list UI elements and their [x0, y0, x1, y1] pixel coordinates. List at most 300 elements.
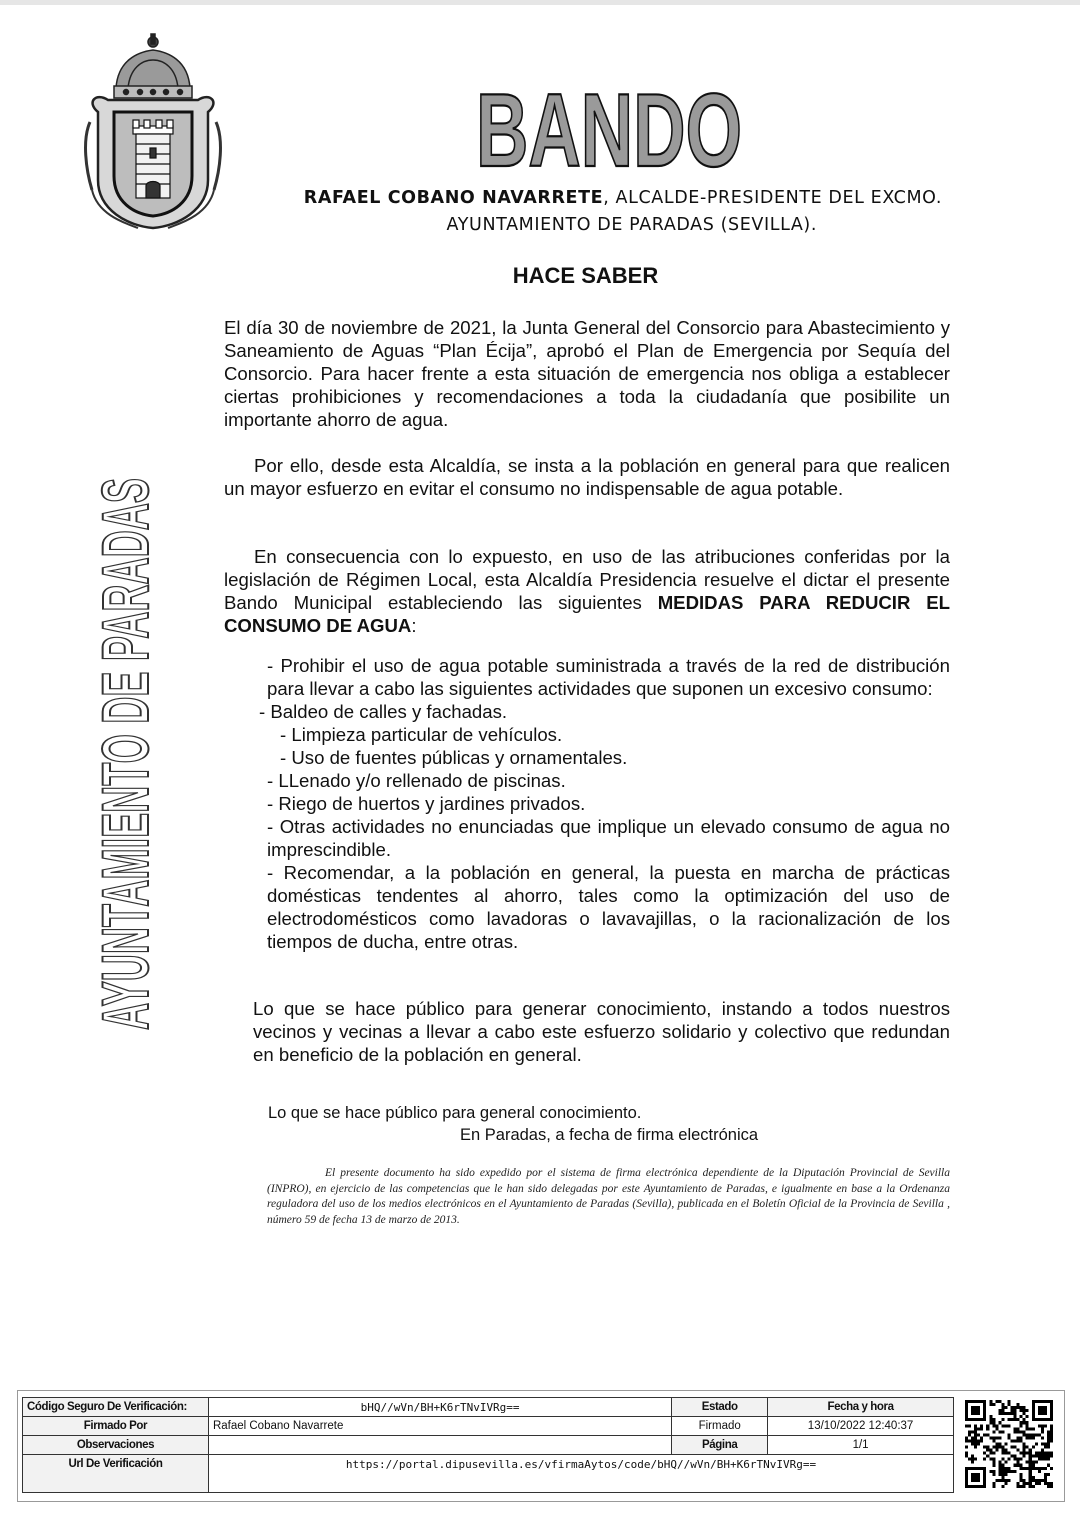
qr-module: [1038, 1467, 1041, 1470]
qr-module: [1044, 1479, 1047, 1482]
qr-module: [1032, 1433, 1035, 1436]
qr-module: [1050, 1430, 1053, 1433]
qr-module: [1026, 1446, 1029, 1449]
qr-module: [1020, 1479, 1023, 1482]
qr-module: [995, 1442, 998, 1445]
qr-module: [1020, 1467, 1023, 1470]
paragraph-appeal: Por ello, desde esta Alcaldía, se insta a la población en general para que realicen un mayor esfuerzo en evitar el consumo no indispensable de agua potable.: [224, 455, 950, 499]
qr-module: [1047, 1446, 1050, 1449]
table-row: [23, 1417, 954, 1436]
qr-module: [1023, 1418, 1026, 1421]
qr-module: [1004, 1479, 1007, 1482]
measure-item: - Recomendar, a la población en general, la puesta en marcha de prácticas domésticas tendentes al ahorro, tales como la optimización del uso de electrodomésticos como lavadoras o lavavajillas, o la racionalización de los tiempos de ducha, entre otras.: [267, 862, 950, 952]
qr-module: [1041, 1430, 1044, 1433]
qr-module: [1029, 1449, 1032, 1452]
qr-module: [1029, 1482, 1032, 1485]
qr-finder-pattern: [971, 1473, 980, 1482]
qr-module: [1032, 1467, 1035, 1470]
qr-module: [1029, 1476, 1032, 1479]
qr-module: [1014, 1455, 1017, 1458]
qr-module: [1017, 1485, 1020, 1488]
header-city-line: AYUNTAMIENTO DE PARADAS (SEVILLA).: [446, 215, 817, 235]
qr-module: [1017, 1403, 1020, 1406]
qr-module: [998, 1436, 1001, 1439]
hace-saber-heading: HACE SABER: [512, 263, 659, 288]
qr-module: [1047, 1439, 1050, 1442]
qr-module: [1026, 1424, 1029, 1427]
qr-module: [1007, 1436, 1010, 1439]
qr-module: [1004, 1449, 1007, 1452]
closing-line: Lo que se hace público para general conocimiento.: [268, 1104, 642, 1122]
qr-module: [1026, 1461, 1029, 1464]
estado-value: Firmado: [672, 1417, 768, 1436]
qr-module: [1004, 1442, 1007, 1445]
qr-module: [1026, 1482, 1029, 1485]
qr-module: [1023, 1442, 1026, 1445]
qr-module: [1001, 1412, 1004, 1415]
qr-module: [998, 1442, 1001, 1445]
qr-module: [1017, 1458, 1020, 1461]
qr-module: [992, 1424, 995, 1427]
observaciones-value: [208, 1436, 671, 1455]
qr-module: [1032, 1485, 1035, 1488]
qr-module: [1032, 1464, 1035, 1467]
qr-module: [971, 1436, 974, 1439]
measure-item: - LLenado y/o rellenado de piscinas.: [267, 770, 566, 791]
qr-module: [1011, 1409, 1014, 1412]
qr-module: [1029, 1436, 1032, 1439]
qr-module: [1050, 1433, 1053, 1436]
qr-module: [1011, 1455, 1014, 1458]
qr-module: [1023, 1430, 1026, 1433]
qr-module: [1020, 1458, 1023, 1461]
qr-module: [1041, 1479, 1044, 1482]
qr-finder-pattern: [971, 1406, 980, 1415]
qr-module: [1023, 1485, 1026, 1488]
qr-module: [1001, 1449, 1004, 1452]
firmado-label: Firmado Por: [23, 1417, 209, 1436]
qr-module: [1026, 1433, 1029, 1436]
measure-item: - Prohibir el uso de agua potable suministrada a través de la red de distribución para llevar a cabo las siguientes actividades que suponen un excesivo consumo:: [267, 655, 950, 699]
qr-module: [1023, 1406, 1026, 1409]
qr-module: [1032, 1476, 1035, 1479]
qr-module: [971, 1442, 974, 1445]
qr-module: [977, 1427, 980, 1430]
qr-module: [1023, 1479, 1026, 1482]
qr-module: [1020, 1415, 1023, 1418]
qr-module: [1004, 1482, 1007, 1485]
qr-module: [1020, 1436, 1023, 1439]
qr-module: [1004, 1470, 1007, 1473]
qr-module: [1047, 1473, 1050, 1476]
qr-module: [1038, 1470, 1041, 1473]
qr-module: [1044, 1467, 1047, 1470]
qr-module: [983, 1433, 986, 1436]
qr-module: [998, 1412, 1001, 1415]
qr-module: [974, 1430, 977, 1433]
qr-module: [1014, 1415, 1017, 1418]
table-row: [23, 1436, 954, 1455]
qr-module: [968, 1433, 971, 1436]
measure-item: - Uso de fuentes públicas y ornamentales.: [280, 747, 628, 768]
qr-module: [1014, 1464, 1017, 1467]
qr-module: [1007, 1433, 1010, 1436]
qr-module: [1044, 1442, 1047, 1445]
qr-module: [986, 1427, 989, 1430]
qr-module: [1029, 1455, 1032, 1458]
qr-module: [1032, 1436, 1035, 1439]
qr-module: [998, 1430, 1001, 1433]
qr-module: [1017, 1449, 1020, 1452]
qr-module: [995, 1449, 998, 1452]
qr-module: [1041, 1424, 1044, 1427]
qr-module: [1020, 1406, 1023, 1409]
qr-module: [1026, 1436, 1029, 1439]
qr-module: [1007, 1424, 1010, 1427]
observaciones-label: Observaciones: [23, 1436, 209, 1455]
qr-module: [992, 1430, 995, 1433]
qr-module: [1035, 1442, 1038, 1445]
qr-module: [1001, 1476, 1004, 1479]
qr-module: [1032, 1461, 1035, 1464]
measure-item: - Limpieza particular de vehículos.: [280, 724, 563, 745]
qr-module: [995, 1436, 998, 1439]
qr-module: [1004, 1424, 1007, 1427]
qr-module: [1029, 1433, 1032, 1436]
qr-module: [965, 1446, 968, 1449]
qr-module: [1050, 1452, 1053, 1455]
qr-module: [1004, 1412, 1007, 1415]
qr-module: [1020, 1464, 1023, 1467]
qr-module: [1041, 1455, 1044, 1458]
qr-module: [974, 1446, 977, 1449]
qr-module: [1001, 1485, 1004, 1488]
top-strip: [0, 0, 1080, 5]
qr-module: [1032, 1446, 1035, 1449]
qr-module: [1020, 1476, 1023, 1479]
qr-module: [1023, 1455, 1026, 1458]
qr-module: [971, 1430, 974, 1433]
qr-module: [992, 1403, 995, 1406]
qr-module: [1035, 1455, 1038, 1458]
qr-module: [965, 1452, 968, 1455]
qr-module: [1011, 1412, 1014, 1415]
qr-module: [1026, 1452, 1029, 1455]
signature-table: [22, 1397, 954, 1493]
qr-module: [992, 1461, 995, 1464]
qr-module: [980, 1436, 983, 1439]
csv-label: Código Seguro De Verificación:: [23, 1398, 209, 1417]
qr-module: [1017, 1439, 1020, 1442]
qr-module: [1047, 1455, 1050, 1458]
qr-module: [995, 1400, 998, 1403]
qr-module: [1014, 1412, 1017, 1415]
qr-module: [989, 1452, 992, 1455]
qr-module: [1014, 1446, 1017, 1449]
qr-module: [1038, 1455, 1041, 1458]
qr-module: [1041, 1452, 1044, 1455]
qr-module: [1023, 1452, 1026, 1455]
qr-module: [1050, 1467, 1053, 1470]
qr-module: [1032, 1427, 1035, 1430]
qr-module: [992, 1421, 995, 1424]
qr-module: [986, 1449, 989, 1452]
qr-module: [992, 1439, 995, 1442]
qr-module: [992, 1418, 995, 1421]
qr-module: [1035, 1452, 1038, 1455]
table-row: [23, 1455, 954, 1493]
measure-item: - Baldeo de calles y fachadas.: [259, 701, 508, 722]
qr-module: [989, 1400, 992, 1403]
qr-module: [1020, 1424, 1023, 1427]
qr-module: [1044, 1473, 1047, 1476]
qr-module: [1001, 1446, 1004, 1449]
qr-module: [1047, 1458, 1050, 1461]
qr-module: [983, 1458, 986, 1461]
header-name-line: [222, 188, 942, 208]
qr-module: [1029, 1479, 1032, 1482]
qr-module: [989, 1470, 992, 1473]
qr-module: [1044, 1452, 1047, 1455]
qr-module: [1023, 1409, 1026, 1412]
municipal-crest-image: [78, 30, 228, 230]
qr-module: [974, 1442, 977, 1445]
bando-title: [474, 70, 744, 189]
qr-module: [977, 1442, 980, 1445]
qr-module: [1001, 1430, 1004, 1433]
qr-module: [998, 1400, 1001, 1403]
qr-module: [1044, 1446, 1047, 1449]
qr-module: [992, 1464, 995, 1467]
qr-module: [1001, 1473, 1004, 1476]
qr-module: [1041, 1467, 1044, 1470]
qr-module: [1007, 1467, 1010, 1470]
qr-module: [989, 1421, 992, 1424]
qr-module: [1041, 1436, 1044, 1439]
qr-module: [1029, 1473, 1032, 1476]
qr-module: [1026, 1427, 1029, 1430]
qr-module: [1007, 1458, 1010, 1461]
qr-module: [1014, 1409, 1017, 1412]
qr-module: [980, 1427, 983, 1430]
qr-module: [998, 1473, 1001, 1476]
qr-module: [1041, 1458, 1044, 1461]
qr-module: [1044, 1482, 1047, 1485]
qr-module: [1014, 1439, 1017, 1442]
qr-module: [974, 1427, 977, 1430]
qr-module: [998, 1464, 1001, 1467]
qr-module: [986, 1424, 989, 1427]
qr-module: [1032, 1455, 1035, 1458]
qr-module: [989, 1436, 992, 1439]
qr-module: [1020, 1485, 1023, 1488]
qr-module: [1007, 1403, 1010, 1406]
qr-module: [1020, 1473, 1023, 1476]
qr-module: [974, 1436, 977, 1439]
qr-module: [1001, 1467, 1004, 1470]
qr-module: [1050, 1424, 1053, 1427]
qr-module: [1029, 1461, 1032, 1464]
qr-module: [1050, 1455, 1053, 1458]
qr-module: [1029, 1427, 1032, 1430]
qr-module: [1032, 1479, 1035, 1482]
qr-module: [1047, 1436, 1050, 1439]
qr-module: [989, 1418, 992, 1421]
qr-module: [1044, 1424, 1047, 1427]
qr-module: [1029, 1464, 1032, 1467]
qr-module: [992, 1470, 995, 1473]
resolution-text: En consecuencia con lo expuesto, en uso de las atribuciones conferidas por la legislación de Régimen Local, esta Alcaldía Presidencia resuelve el dictar el presente Bando Municipal estableciendo las siguientes: [224, 546, 950, 613]
qr-module: [1023, 1449, 1026, 1452]
qr-module: [983, 1452, 986, 1455]
mayor-name: RAFAEL COBANO NAVARRETE: [303, 188, 604, 208]
qr-module: [989, 1403, 992, 1406]
qr-module: [965, 1455, 968, 1458]
qr-module: [1035, 1433, 1038, 1436]
qr-module: [986, 1433, 989, 1436]
qr-module: [1004, 1467, 1007, 1470]
qr-module: [1026, 1409, 1029, 1412]
qr-module: [1029, 1452, 1032, 1455]
qr-module: [1029, 1458, 1032, 1461]
qr-module: [1001, 1424, 1004, 1427]
qr-module: [1050, 1482, 1053, 1485]
qr-module: [1023, 1446, 1026, 1449]
qr-module: [1004, 1461, 1007, 1464]
qr-module: [1035, 1461, 1038, 1464]
pagina-value: 1/1: [768, 1436, 954, 1455]
qr-module: [1020, 1430, 1023, 1433]
qr-module: [992, 1485, 995, 1488]
qr-module: [1011, 1446, 1014, 1449]
qr-module: [1001, 1452, 1004, 1455]
qr-module: [1041, 1449, 1044, 1452]
qr-module: [998, 1461, 1001, 1464]
qr-module: [998, 1467, 1001, 1470]
qr-module: [1017, 1436, 1020, 1439]
qr-module: [986, 1446, 989, 1449]
qr-module: [1038, 1452, 1041, 1455]
resolution-bold: MEDIDAS PARA REDUCIR EL CONSUMO DE AGUA: [224, 592, 950, 636]
qr-module: [1014, 1470, 1017, 1473]
csv-value: bHQ//wVn/BH+K6rTNvIVRg==: [208, 1398, 671, 1417]
qr-module: [992, 1482, 995, 1485]
qr-module: [1001, 1406, 1004, 1409]
qr-module: [1007, 1400, 1010, 1403]
qr-module: [971, 1455, 974, 1458]
qr-module: [1014, 1430, 1017, 1433]
qr-module: [1020, 1452, 1023, 1455]
qr-module: [1001, 1418, 1004, 1421]
qr-module: [1050, 1485, 1053, 1488]
qr-module: [1026, 1421, 1029, 1424]
qr-module: [1020, 1421, 1023, 1424]
qr-module: [1035, 1482, 1038, 1485]
qr-module: [992, 1452, 995, 1455]
place-date-line: En Paradas, a fecha de firma electrónica: [460, 1126, 759, 1144]
qr-module: [1041, 1442, 1044, 1445]
qr-module: [1029, 1467, 1032, 1470]
qr-module: [1017, 1418, 1020, 1421]
verification-url[interactable]: https://portal.dipusevilla.es/vfirmaAytos/code/bHQ//wVn/BH+K6rTNvIVRg==: [208, 1455, 953, 1493]
table-row: [23, 1398, 954, 1417]
qr-module: [1038, 1458, 1041, 1461]
side-vertical-title: [88, 60, 162, 1034]
qr-module: [1007, 1479, 1010, 1482]
qr-module: [965, 1436, 968, 1439]
qr-module: [1023, 1412, 1026, 1415]
svg-text:BANDO: BANDO: [476, 73, 742, 189]
qr-module: [1050, 1439, 1053, 1442]
qr-module: [1023, 1467, 1026, 1470]
qr-module: [1047, 1464, 1050, 1467]
qr-module: [1047, 1442, 1050, 1445]
qr-module: [1001, 1470, 1004, 1473]
qr-module: [1007, 1470, 1010, 1473]
qr-module: [1011, 1418, 1014, 1421]
qr-module: [1035, 1479, 1038, 1482]
url-label: Url De Verificación: [23, 1455, 209, 1493]
qr-module: [1041, 1427, 1044, 1430]
qr-module: [1011, 1470, 1014, 1473]
qr-module: [980, 1424, 983, 1427]
qr-module: [1007, 1452, 1010, 1455]
qr-module: [1014, 1406, 1017, 1409]
qr-module: [983, 1446, 986, 1449]
qr-module: [965, 1439, 968, 1442]
svg-text:AYUNTAMIENTO DE PARADAS: AYUNTAMIENTO DE PARADAS: [88, 60, 162, 1030]
paragraph-conclusion: Lo que se hace público para generar conocimiento, instando a todos nuestros vecinos y vecinas a llevar a cabo este esfuerzo solidario y colectivo que redundan en beneficio de la población en general.: [253, 998, 950, 1065]
qr-module: [992, 1436, 995, 1439]
legal-notice: El presente documento ha sido expedido por el sistema de firma electrónica dependiente de la Diputación Provincial de Sevilla (INPRO), en ejercicio de las competencias que le han sido delegadas por este Ayuntamiento de Paradas, e igualmente en base a la Ordenanza reguladora del uso de los medios electrónicos en el Ayuntamiento de Paradas (Sevilla), publicada en el Boletín Oficial de la Provincia de Sevilla , número 59 de fecha 13 de marzo de 2013.: [267, 1167, 950, 1226]
qr-module: [1007, 1412, 1010, 1415]
qr-module: [974, 1433, 977, 1436]
qr-module: [1050, 1436, 1053, 1439]
qr-module: [1044, 1476, 1047, 1479]
paragraph-intro: El día 30 de noviembre de 2021, la Junta General del Consorcio para Abastecimiento y Saneamiento de Aguas “Plan Écija”, aprobó el Plan de Emergencia por Sequía del Consorcio. Para hacer frente a esta situación de emergencia nos obliga a establecer ciertas prohibiciones y recomendaciones a toda la ciudadanía que posibilite un importante ahorro de agua.: [224, 317, 950, 430]
qr-module: [968, 1439, 971, 1442]
qr-module: [995, 1479, 998, 1482]
qr-module: [974, 1424, 977, 1427]
qr-module: [971, 1458, 974, 1461]
qr-module: [998, 1470, 1001, 1473]
qr-module: [1014, 1427, 1017, 1430]
qr-module: [1001, 1409, 1004, 1412]
resolution-colon: :: [411, 615, 417, 636]
qr-module: [1047, 1452, 1050, 1455]
qr-module: [1038, 1479, 1041, 1482]
qr-finder-pattern: [1038, 1406, 1047, 1415]
qr-module: [1001, 1403, 1004, 1406]
qr-module: [992, 1446, 995, 1449]
qr-module: [998, 1446, 1001, 1449]
qr-module: [1011, 1406, 1014, 1409]
qr-module: [989, 1449, 992, 1452]
qr-module: [989, 1458, 992, 1461]
qr-module: [968, 1458, 971, 1461]
qr-module: [1038, 1433, 1041, 1436]
qr-module: [971, 1461, 974, 1464]
paragraph-resolution: [224, 545, 950, 637]
verification-qr-code[interactable]: [965, 1400, 1053, 1488]
qr-module: [1026, 1415, 1029, 1418]
qr-module: [1047, 1482, 1050, 1485]
qr-module: [986, 1455, 989, 1458]
qr-module: [977, 1433, 980, 1436]
qr-module: [992, 1473, 995, 1476]
qr-module: [1001, 1458, 1004, 1461]
qr-module: [1017, 1406, 1020, 1409]
